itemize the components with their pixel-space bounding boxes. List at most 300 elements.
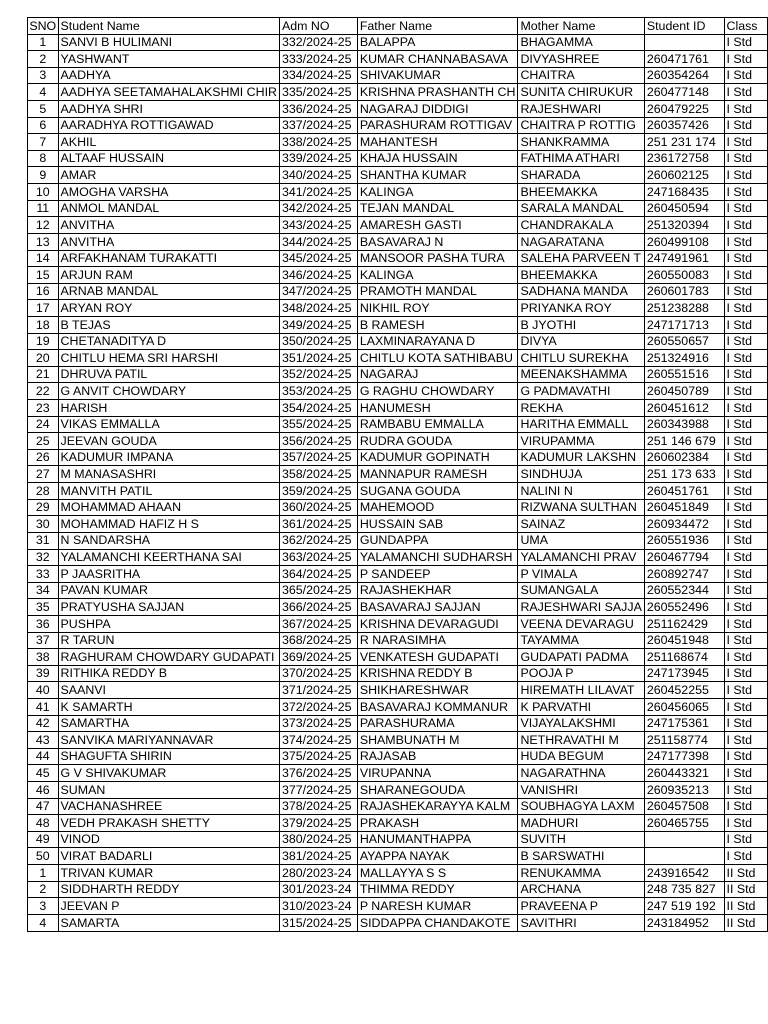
cell-class: I Std: [724, 433, 768, 450]
cell-mother-name: BHAGAMMA: [518, 34, 644, 51]
cell-class: I Std: [724, 101, 768, 118]
cell-class: I Std: [724, 350, 768, 367]
cell-class: I Std: [724, 184, 768, 201]
cell-student-id: 260552344: [644, 582, 724, 599]
cell-adm-no: 381/2024-25: [279, 848, 357, 865]
cell-adm-no: 338/2024-25: [279, 134, 357, 151]
cell-student-id: 260471761: [644, 51, 724, 68]
cell-student-id: 260935213: [644, 782, 724, 799]
header-row: [28, 18, 768, 35]
cell-mother-name: HIREMATH LILAVAT: [518, 682, 644, 699]
cell-father-name: KHAJA HUSSAIN: [357, 150, 518, 167]
cell-class: II Std: [724, 914, 768, 931]
cell-student-name: AMOGHA VARSHA: [58, 184, 279, 201]
cell-student-id: 260452255: [644, 682, 724, 699]
cell-sno: 3: [28, 898, 59, 915]
cell-sno: 36: [28, 615, 59, 632]
cell-sno: 5: [28, 101, 59, 118]
cell-student-id: 260552496: [644, 599, 724, 616]
table-row: [28, 532, 768, 549]
cell-adm-no: 353/2024-25: [279, 383, 357, 400]
cell-class: I Std: [724, 732, 768, 749]
table-row: [28, 233, 768, 250]
cell-student-id: 260451948: [644, 632, 724, 649]
cell-student-name: JEEVAN P: [58, 898, 279, 915]
cell-student-id: 260551936: [644, 532, 724, 549]
cell-student-name: AMAR: [58, 167, 279, 184]
cell-mother-name: SAVITHRI: [518, 914, 644, 931]
cell-sno: 45: [28, 765, 59, 782]
cell-student-name: AARADHYA ROTTIGAWAD: [58, 117, 279, 134]
cell-mother-name: SAINAZ: [518, 516, 644, 533]
table-row: [28, 516, 768, 533]
table-row: [28, 433, 768, 450]
table-row: [28, 782, 768, 799]
cell-mother-name: BHEEMAKKA: [518, 267, 644, 284]
cell-mother-name: RAJESHWARI: [518, 101, 644, 118]
cell-student-name: JEEVAN GOUDA: [58, 433, 279, 450]
cell-student-name: MOHAMMAD AHAAN: [58, 499, 279, 516]
cell-sno: 27: [28, 466, 59, 483]
cell-adm-no: 377/2024-25: [279, 782, 357, 799]
cell-student-name: ARJUN RAM: [58, 267, 279, 284]
cell-father-name: MANNAPUR RAMESH: [357, 466, 518, 483]
cell-student-name: VINOD: [58, 831, 279, 848]
cell-student-name: N SANDARSHA: [58, 532, 279, 549]
cell-mother-name: DIVYA: [518, 333, 644, 350]
cell-adm-no: 354/2024-25: [279, 400, 357, 417]
cell-class: I Std: [724, 682, 768, 699]
table-row: [28, 117, 768, 134]
cell-sno: 50: [28, 848, 59, 865]
cell-father-name: KADUMUR GOPINATH: [357, 449, 518, 466]
cell-father-name: NAGARAJ: [357, 366, 518, 383]
cell-class: I Std: [724, 217, 768, 234]
cell-student-name: SAMARTHA: [58, 715, 279, 732]
cell-student-id: 260451612: [644, 400, 724, 417]
cell-adm-no: 342/2024-25: [279, 200, 357, 217]
table-row: [28, 217, 768, 234]
cell-father-name: PARASHURAMA: [357, 715, 518, 732]
col-header-mother-name: Mother Name: [518, 18, 644, 35]
cell-sno: 21: [28, 366, 59, 383]
cell-adm-no: 375/2024-25: [279, 748, 357, 765]
cell-father-name: VENKATESH GUDAPATI: [357, 649, 518, 666]
cell-student-id: 260601783: [644, 283, 724, 300]
cell-adm-no: 370/2024-25: [279, 665, 357, 682]
cell-class: II Std: [724, 898, 768, 915]
cell-student-name: KADUMUR IMPANA: [58, 449, 279, 466]
cell-adm-no: 349/2024-25: [279, 316, 357, 333]
cell-student-name: YALAMANCHI KEERTHANA SAI: [58, 549, 279, 566]
table-row: [28, 283, 768, 300]
cell-class: II Std: [724, 881, 768, 898]
cell-student-id: [644, 831, 724, 848]
cell-sno: 34: [28, 582, 59, 599]
cell-class: I Std: [724, 366, 768, 383]
cell-student-name: MOHAMMAD HAFIZ H S: [58, 516, 279, 533]
cell-student-id: 260479225: [644, 101, 724, 118]
cell-student-id: 251 146 679: [644, 433, 724, 450]
table-row: [28, 914, 768, 931]
table-row: [28, 316, 768, 333]
cell-father-name: KRISHNA REDDY B: [357, 665, 518, 682]
cell-student-id: 260550657: [644, 333, 724, 350]
cell-student-id: 243184952: [644, 914, 724, 931]
cell-adm-no: 346/2024-25: [279, 267, 357, 284]
table-row: [28, 84, 768, 101]
cell-student-id: 260602384: [644, 449, 724, 466]
cell-student-id: 248 735 827: [644, 881, 724, 898]
cell-student-id: 251158774: [644, 732, 724, 749]
cell-sno: 16: [28, 283, 59, 300]
cell-adm-no: 380/2024-25: [279, 831, 357, 848]
cell-father-name: PARASHURAM ROTTIGAV: [357, 117, 518, 134]
cell-student-id: [644, 848, 724, 865]
cell-sno: 32: [28, 549, 59, 566]
cell-adm-no: 373/2024-25: [279, 715, 357, 732]
cell-student-name: AADHYA SHRI: [58, 101, 279, 118]
cell-student-name: SANVIKA MARIYANNAVAR: [58, 732, 279, 749]
table-row: [28, 200, 768, 217]
cell-student-name: G ANVIT CHOWDARY: [58, 383, 279, 400]
cell-class: I Std: [724, 698, 768, 715]
cell-mother-name: BHEEMAKKA: [518, 184, 644, 201]
table-row: [28, 715, 768, 732]
cell-adm-no: 365/2024-25: [279, 582, 357, 599]
table-row: [28, 449, 768, 466]
cell-student-id: 260450594: [644, 200, 724, 217]
cell-mother-name: HARITHA EMMALL: [518, 416, 644, 433]
cell-father-name: SIDDAPPA CHANDAKOTE: [357, 914, 518, 931]
cell-father-name: KRISHNA PRASHANTH CH: [357, 84, 518, 101]
cell-sno: 1: [28, 865, 59, 882]
cell-adm-no: 350/2024-25: [279, 333, 357, 350]
cell-adm-no: 345/2024-25: [279, 250, 357, 267]
cell-adm-no: 372/2024-25: [279, 698, 357, 715]
cell-student-name: PUSHPA: [58, 615, 279, 632]
cell-sno: 37: [28, 632, 59, 649]
cell-student-id: 260602125: [644, 167, 724, 184]
cell-student-name: B TEJAS: [58, 316, 279, 333]
cell-student-id: 260477148: [644, 84, 724, 101]
cell-student-id: 260451849: [644, 499, 724, 516]
cell-adm-no: 351/2024-25: [279, 350, 357, 367]
table-row: [28, 582, 768, 599]
cell-student-id: 247173945: [644, 665, 724, 682]
cell-father-name: RAMBABU EMMALLA: [357, 416, 518, 433]
cell-student-name: SUMAN: [58, 782, 279, 799]
cell-class: I Std: [724, 67, 768, 84]
cell-sno: 9: [28, 167, 59, 184]
cell-adm-no: 339/2024-25: [279, 150, 357, 167]
cell-student-name: SANVI B HULIMANI: [58, 34, 279, 51]
cell-sno: 29: [28, 499, 59, 516]
cell-father-name: HUSSAIN SAB: [357, 516, 518, 533]
cell-mother-name: SHARADA: [518, 167, 644, 184]
cell-student-name: CHETANADITYA D: [58, 333, 279, 350]
table-row: [28, 150, 768, 167]
cell-student-name: K SAMARTH: [58, 698, 279, 715]
cell-class: I Std: [724, 748, 768, 765]
cell-class: I Std: [724, 599, 768, 616]
cell-adm-no: 356/2024-25: [279, 433, 357, 450]
cell-student-id: 247171713: [644, 316, 724, 333]
table-row: [28, 798, 768, 815]
table-row: [28, 698, 768, 715]
cell-class: I Std: [724, 532, 768, 549]
cell-student-name: ANVITHA: [58, 217, 279, 234]
cell-adm-no: 310/2023-24: [279, 898, 357, 915]
cell-class: I Std: [724, 383, 768, 400]
cell-mother-name: SINDHUJA: [518, 466, 644, 483]
cell-father-name: GUNDAPPA: [357, 532, 518, 549]
cell-father-name: RUDRA GOUDA: [357, 433, 518, 450]
cell-adm-no: 368/2024-25: [279, 632, 357, 649]
cell-class: I Std: [724, 267, 768, 284]
cell-mother-name: CHAITRA: [518, 67, 644, 84]
cell-student-name: VIKAS EMMALLA: [58, 416, 279, 433]
cell-adm-no: 333/2024-25: [279, 51, 357, 68]
cell-sno: 40: [28, 682, 59, 699]
cell-father-name: RAJASAB: [357, 748, 518, 765]
student-table: [27, 17, 768, 932]
cell-mother-name: RAJESHWARI SAJJA: [518, 599, 644, 616]
cell-sno: 14: [28, 250, 59, 267]
col-header-adm-no: Adm NO: [279, 18, 357, 35]
cell-father-name: LAXMINARAYANA D: [357, 333, 518, 350]
cell-class: I Std: [724, 167, 768, 184]
cell-student-id: 260451761: [644, 483, 724, 500]
cell-sno: 47: [28, 798, 59, 815]
cell-student-name: ANMOL MANDAL: [58, 200, 279, 217]
cell-student-id: 260443321: [644, 765, 724, 782]
cell-mother-name: B JYOTHI: [518, 316, 644, 333]
table-row: [28, 67, 768, 84]
cell-student-name: ANVITHA: [58, 233, 279, 250]
cell-mother-name: RENUKAMMA: [518, 865, 644, 882]
cell-student-id: 236172758: [644, 150, 724, 167]
cell-father-name: KUMAR CHANNABASAVA: [357, 51, 518, 68]
cell-student-id: 260550083: [644, 267, 724, 284]
cell-student-name: TRIVAN KUMAR: [58, 865, 279, 882]
cell-sno: 42: [28, 715, 59, 732]
cell-student-id: 260354264: [644, 67, 724, 84]
cell-student-name: M MANASASHRI: [58, 466, 279, 483]
cell-class: I Std: [724, 782, 768, 799]
cell-mother-name: VIRUPAMMA: [518, 433, 644, 450]
cell-student-name: RITHIKA REDDY B: [58, 665, 279, 682]
cell-mother-name: K PARVATHI: [518, 698, 644, 715]
cell-adm-no: 352/2024-25: [279, 366, 357, 383]
cell-adm-no: 359/2024-25: [279, 483, 357, 500]
cell-student-name: ALTAAF HUSSAIN: [58, 150, 279, 167]
cell-father-name: AYAPPA NAYAK: [357, 848, 518, 865]
cell-class: I Std: [724, 715, 768, 732]
cell-class: I Std: [724, 665, 768, 682]
cell-mother-name: TAYAMMA: [518, 632, 644, 649]
cell-father-name: AMARESH GASTI: [357, 217, 518, 234]
table-row: [28, 499, 768, 516]
table-row: [28, 682, 768, 699]
cell-sno: 10: [28, 184, 59, 201]
cell-mother-name: MEENAKSHAMMA: [518, 366, 644, 383]
cell-sno: 43: [28, 732, 59, 749]
cell-mother-name: VIJAYALAKSHMI: [518, 715, 644, 732]
cell-student-id: 251 173 633: [644, 466, 724, 483]
cell-class: I Std: [724, 483, 768, 500]
table-row: [28, 865, 768, 882]
table-row: [28, 748, 768, 765]
cell-mother-name: NAGARATHNA: [518, 765, 644, 782]
cell-class: I Std: [724, 582, 768, 599]
cell-student-id: 251 231 174: [644, 134, 724, 151]
cell-adm-no: 355/2024-25: [279, 416, 357, 433]
cell-mother-name: SUVITH: [518, 831, 644, 848]
cell-sno: 46: [28, 782, 59, 799]
cell-mother-name: SUNITA CHIRUKUR: [518, 84, 644, 101]
cell-father-name: G RAGHU CHOWDARY: [357, 383, 518, 400]
cell-student-id: 247 519 192: [644, 898, 724, 915]
cell-father-name: BALAPPA: [357, 34, 518, 51]
cell-student-id: 260457508: [644, 798, 724, 815]
cell-adm-no: 364/2024-25: [279, 566, 357, 583]
cell-adm-no: 336/2024-25: [279, 101, 357, 118]
cell-mother-name: NETHRAVATHI M: [518, 732, 644, 749]
cell-class: I Std: [724, 250, 768, 267]
cell-student-id: 247177398: [644, 748, 724, 765]
cell-sno: 15: [28, 267, 59, 284]
col-header-student-id: Student ID: [644, 18, 724, 35]
cell-adm-no: 301/2023-24: [279, 881, 357, 898]
cell-sno: 39: [28, 665, 59, 682]
cell-mother-name: CHAITRA P ROTTIG: [518, 117, 644, 134]
table-row: [28, 34, 768, 51]
cell-sno: 4: [28, 914, 59, 931]
cell-student-name: SIDDHARTH REDDY: [58, 881, 279, 898]
cell-sno: 26: [28, 449, 59, 466]
table-row: [28, 250, 768, 267]
cell-father-name: SHIKHARESHWAR: [357, 682, 518, 699]
cell-father-name: SHARANEGOUDA: [357, 782, 518, 799]
cell-adm-no: 348/2024-25: [279, 300, 357, 317]
table-row: [28, 333, 768, 350]
cell-sno: 2: [28, 51, 59, 68]
cell-adm-no: 340/2024-25: [279, 167, 357, 184]
cell-adm-no: 334/2024-25: [279, 67, 357, 84]
cell-class: I Std: [724, 848, 768, 865]
cell-class: I Std: [724, 466, 768, 483]
cell-adm-no: 362/2024-25: [279, 532, 357, 549]
cell-sno: 49: [28, 831, 59, 848]
cell-class: I Std: [724, 316, 768, 333]
cell-student-id: 251168674: [644, 649, 724, 666]
cell-student-id: 260357426: [644, 117, 724, 134]
table-row: [28, 649, 768, 666]
cell-father-name: P NARESH KUMAR: [357, 898, 518, 915]
cell-sno: 2: [28, 881, 59, 898]
cell-adm-no: 369/2024-25: [279, 649, 357, 666]
table-row: [28, 566, 768, 583]
cell-student-name: AADHYA: [58, 67, 279, 84]
table-row: [28, 134, 768, 151]
cell-father-name: SHANTHA KUMAR: [357, 167, 518, 184]
cell-sno: 1: [28, 34, 59, 51]
table-row: [28, 848, 768, 865]
cell-class: I Std: [724, 233, 768, 250]
cell-class: I Std: [724, 400, 768, 417]
cell-mother-name: PRIYANKA ROY: [518, 300, 644, 317]
cell-sno: 44: [28, 748, 59, 765]
cell-student-id: 260467794: [644, 549, 724, 566]
cell-student-name: YASHWANT: [58, 51, 279, 68]
table-row: [28, 665, 768, 682]
cell-class: I Std: [724, 134, 768, 151]
cell-student-id: 247175361: [644, 715, 724, 732]
cell-student-id: 260465755: [644, 815, 724, 832]
cell-class: I Std: [724, 51, 768, 68]
cell-sno: 6: [28, 117, 59, 134]
cell-student-id: 243916542: [644, 865, 724, 882]
cell-father-name: VIRUPANNA: [357, 765, 518, 782]
cell-student-id: 260551516: [644, 366, 724, 383]
cell-mother-name: YALAMANCHI PRAV: [518, 549, 644, 566]
cell-father-name: RAJASHEKHAR: [357, 582, 518, 599]
cell-student-name: G V SHIVAKUMAR: [58, 765, 279, 782]
cell-adm-no: 361/2024-25: [279, 516, 357, 533]
cell-sno: 22: [28, 383, 59, 400]
cell-father-name: KALINGA: [357, 184, 518, 201]
cell-adm-no: 357/2024-25: [279, 449, 357, 466]
table-row: [28, 599, 768, 616]
cell-student-name: PAVAN KUMAR: [58, 582, 279, 599]
cell-mother-name: G PADMAVATHI: [518, 383, 644, 400]
cell-sno: 28: [28, 483, 59, 500]
cell-mother-name: RIZWANA SULTHAN: [518, 499, 644, 516]
cell-mother-name: REKHA: [518, 400, 644, 417]
cell-student-id: 260934472: [644, 516, 724, 533]
cell-class: I Std: [724, 34, 768, 51]
cell-adm-no: 367/2024-25: [279, 615, 357, 632]
col-header-student-name: Student Name: [58, 18, 279, 35]
cell-mother-name: ARCHANA: [518, 881, 644, 898]
cell-mother-name: VANISHRI: [518, 782, 644, 799]
cell-sno: 19: [28, 333, 59, 350]
table-row: [28, 350, 768, 367]
cell-student-name: SAMARTA: [58, 914, 279, 931]
cell-class: I Std: [724, 333, 768, 350]
cell-sno: 23: [28, 400, 59, 417]
cell-father-name: KRISHNA DEVARAGUDI: [357, 615, 518, 632]
cell-adm-no: 358/2024-25: [279, 466, 357, 483]
cell-father-name: R NARASIMHA: [357, 632, 518, 649]
cell-mother-name: NALINI N: [518, 483, 644, 500]
cell-mother-name: FATHIMA ATHARI: [518, 150, 644, 167]
cell-student-name: AADHYA SEETAMAHALAKSHMI CHIR: [58, 84, 279, 101]
cell-student-id: 260499108: [644, 233, 724, 250]
cell-father-name: YALAMANCHI SUDHARSH: [357, 549, 518, 566]
cell-mother-name: SADHANA MANDA: [518, 283, 644, 300]
cell-adm-no: 360/2024-25: [279, 499, 357, 516]
cell-student-name: MANVITH PATIL: [58, 483, 279, 500]
cell-student-name: P JAASRITHA: [58, 566, 279, 583]
table-row: [28, 831, 768, 848]
cell-class: I Std: [724, 516, 768, 533]
cell-adm-no: 374/2024-25: [279, 732, 357, 749]
cell-sno: 3: [28, 67, 59, 84]
table-row: [28, 898, 768, 915]
cell-sno: 11: [28, 200, 59, 217]
